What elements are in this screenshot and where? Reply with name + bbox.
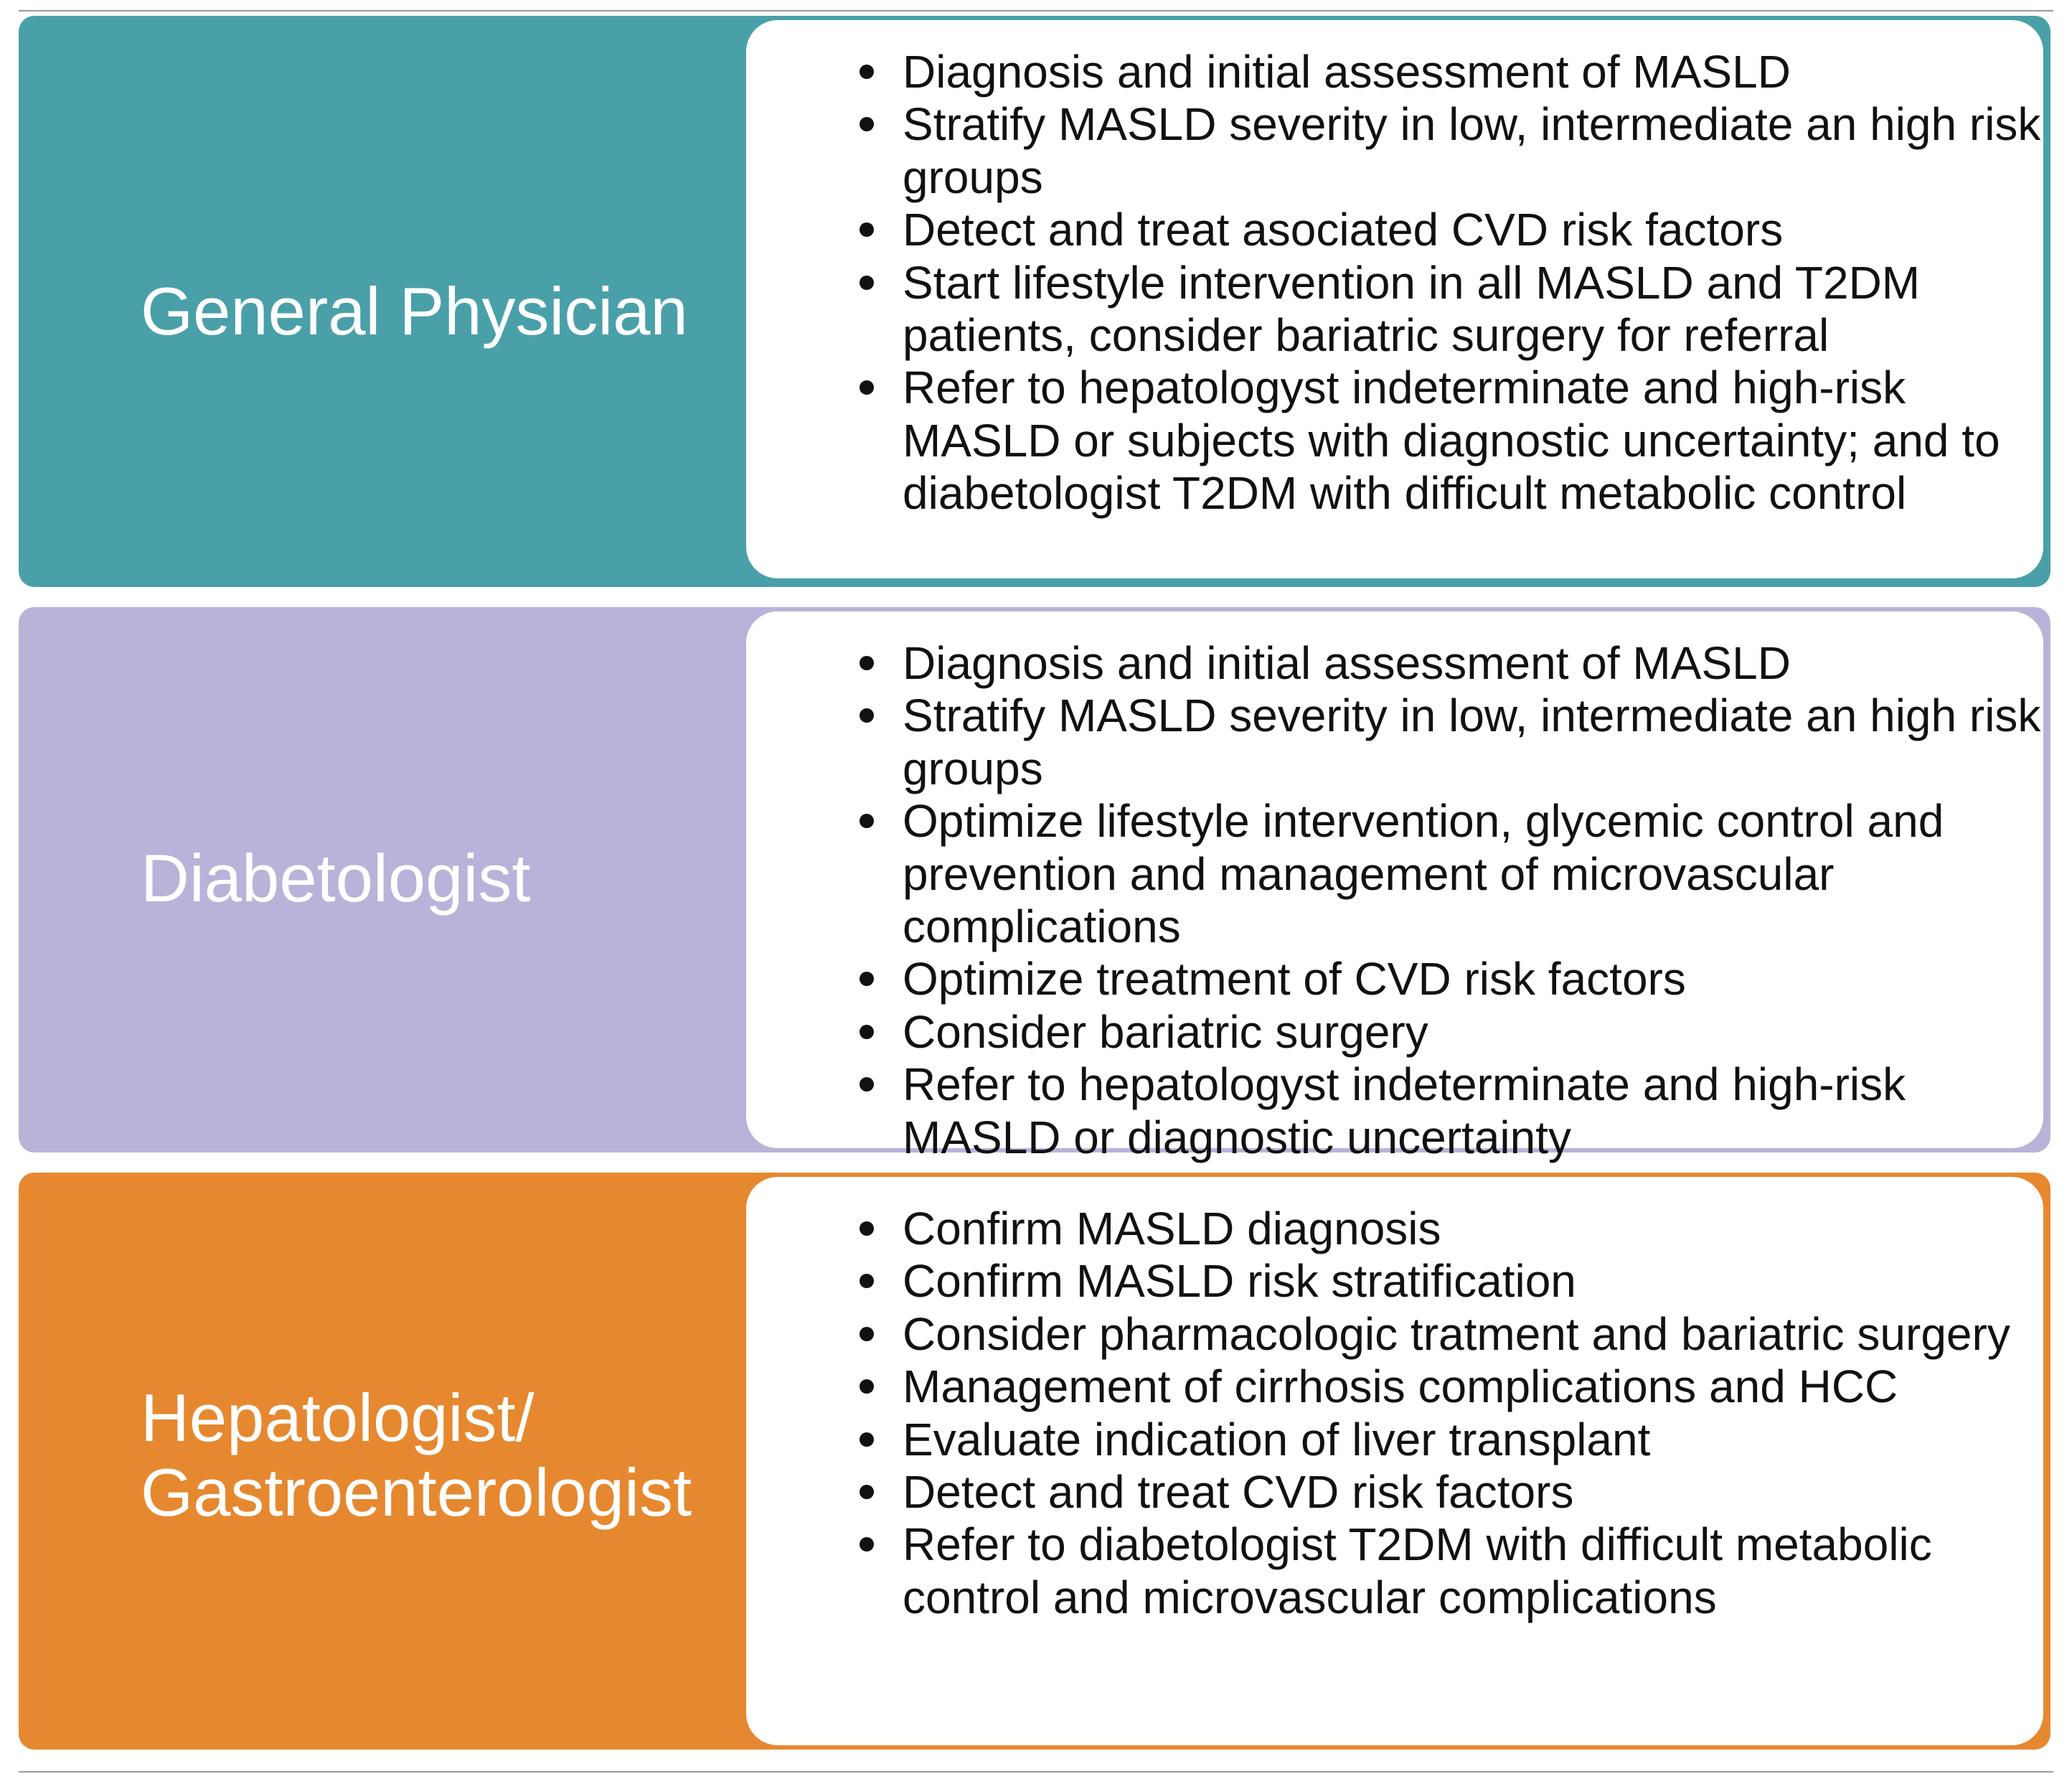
bullet-icon	[860, 1379, 874, 1394]
list-item	[903, 795, 2043, 953]
bullet-icon	[860, 708, 874, 723]
list-item	[903, 1466, 2043, 1518]
bullet-icon	[860, 814, 874, 828]
list-item	[903, 1006, 2043, 1058]
responsibilities-list	[903, 1203, 2043, 1624]
list-item	[903, 98, 2043, 204]
list-item	[903, 1308, 2043, 1361]
bullet-icon	[860, 276, 874, 290]
section-title-line: Gastroenterologist	[141, 1455, 692, 1530]
bottom-rule	[19, 1771, 2053, 1773]
list-item-text: Optimize lifestyle intervention, glycemic control and prevention and management of microvascular complications	[903, 795, 1944, 953]
bullet-icon	[860, 65, 874, 79]
bullet-icon	[860, 1274, 874, 1288]
bullet-icon	[860, 1221, 874, 1236]
list-item	[903, 953, 2043, 1005]
bullet-icon	[860, 972, 874, 986]
bullet-icon	[860, 222, 874, 237]
list-item-text: Diagnosis and initial assessment of MASLD	[903, 637, 1791, 689]
section-title-line: Hepatologist/	[141, 1380, 535, 1455]
list-item-text: Confirm MASLD diagnosis	[903, 1203, 1441, 1254]
list-item-text: Evaluate indication of liver transplant	[903, 1413, 1651, 1465]
responsibilities-list	[903, 46, 2043, 520]
bullet-icon	[860, 1025, 874, 1039]
responsibilities-list	[903, 637, 2043, 1164]
list-item-text: Stratify MASLD severity in low, intermediate an high risk groups	[903, 98, 2041, 203]
list-item	[903, 690, 2043, 795]
bullet-icon	[860, 1077, 874, 1091]
list-item-text: Optimize treatment of CVD risk factors	[903, 953, 1686, 1005]
bullet-icon	[860, 1432, 874, 1447]
list-item-text: Stratify MASLD severity in low, intermediate an high risk groups	[903, 690, 2041, 794]
bullet-icon	[860, 117, 874, 131]
responsibilities-card	[742, 607, 2048, 1163]
list-item	[903, 204, 2043, 256]
section-title	[141, 274, 688, 349]
responsibilities-card	[742, 1173, 2048, 1750]
section-title	[141, 1381, 692, 1530]
bullet-icon	[860, 1537, 874, 1551]
list-item-text: Start lifestyle intervention in all MASLD and T2DM patients, consider bariatric surgery for referral	[903, 256, 1921, 362]
list-item	[903, 1255, 2043, 1308]
list-item	[903, 637, 2043, 690]
list-item-text: Refer to diabetologist T2DM with difficult metabolic control and microvascular complications	[903, 1518, 1932, 1623]
list-item-text: Consider bariatric surgery	[903, 1005, 1428, 1058]
list-item	[903, 257, 2043, 362]
list-item	[903, 1518, 2043, 1624]
list-item-text: Diagnosis and initial assessment of MASLD	[903, 46, 1791, 98]
list-item-text: Refer to hepatologyst indeterminate and high-risk MASLD or diagnostic uncertainty	[903, 1058, 1906, 1163]
section-hepatologist-gastroenterologist	[19, 1173, 2050, 1750]
section-title-line: Diabetologist	[141, 840, 531, 916]
list-item-text: Management of cirrhosis complications and HCC	[903, 1361, 1898, 1413]
list-item-text: Confirm MASLD risk stratification	[903, 1255, 1576, 1308]
list-item	[903, 1414, 2043, 1466]
list-item-text: Refer to hepatologyst indeterminate and high-risk MASLD or subjects with diagnostic uncertainty; and to diabetologist T2DM with difficult metabolic control	[903, 362, 2000, 520]
section-title-line: General Physician	[141, 273, 688, 349]
list-item-text: Detect and treat asociated CVD risk factors	[903, 204, 1784, 256]
list-item	[903, 46, 2043, 98]
list-item-text: Consider pharmacologic tratment and bariatric surgery	[903, 1308, 2010, 1360]
bullet-icon	[860, 380, 874, 395]
section-title	[141, 841, 530, 916]
list-item-text: Detect and treat CVD risk factors	[903, 1466, 1574, 1518]
bullet-icon	[860, 656, 874, 670]
list-item	[903, 1361, 2043, 1413]
bullet-icon	[860, 1327, 874, 1341]
responsibilities-card	[742, 16, 2048, 583]
section-diabetologist	[19, 607, 2050, 1163]
list-item	[903, 1058, 2043, 1164]
top-rule	[19, 10, 2053, 11]
section-general-physician	[19, 16, 2050, 587]
bullet-icon	[860, 1485, 874, 1499]
list-item	[903, 362, 2043, 520]
list-item	[903, 1203, 2043, 1255]
